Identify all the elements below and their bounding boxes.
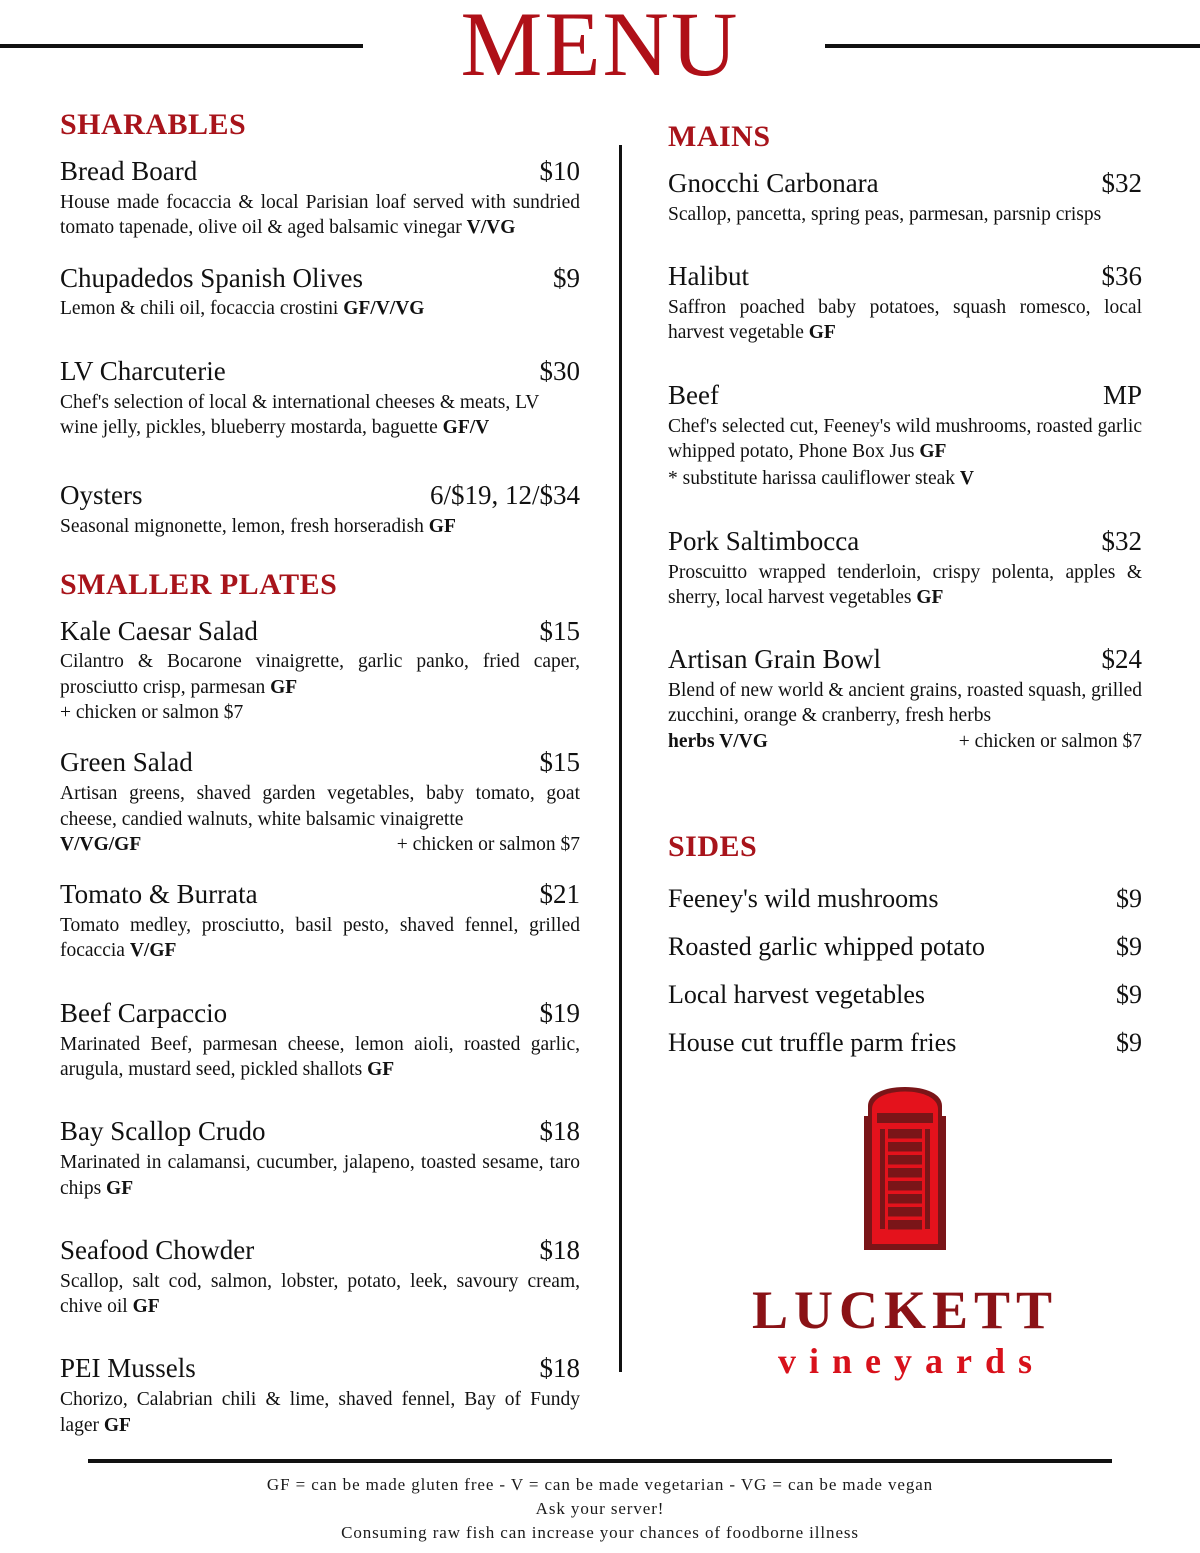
- side-item-price: $9: [1116, 979, 1142, 1009]
- menu-item-price: 6/$19, 12/$34: [429, 480, 580, 511]
- menu-item-price: $30: [539, 355, 580, 386]
- menu-item[interactable]: [60, 156, 580, 241]
- description-text: Seasonal mignonette, lemon, fresh horseradish: [60, 516, 429, 538]
- description-text: Saffron poached baby potatoes, squash romesco, local harvest vegetable: [668, 297, 1142, 344]
- side-item-name: Local harvest vegetables: [668, 979, 925, 1009]
- menu-item-description: [668, 202, 1142, 227]
- left-column: [0, 100, 620, 1460]
- menu-item-head: [668, 261, 1142, 293]
- menu-item-price: $19: [539, 997, 580, 1028]
- red-telephone-box-icon: [858, 1084, 952, 1261]
- note-dietary-tags: V: [959, 468, 974, 490]
- dietary-tags: GF/V/VG: [343, 298, 425, 320]
- dietary-tags: GF: [132, 1296, 160, 1318]
- menu-item-price: $10: [539, 156, 580, 186]
- menu-item-description: [60, 1150, 580, 1201]
- description-text: Chef's selected cut, Feeney's wild mushrooms, roasted garlic whipped potato, Phone Box Jus: [668, 415, 1142, 462]
- menu-item-price: $18: [539, 1353, 580, 1384]
- menu-item-name: Bay Scallop Crudo: [60, 1116, 266, 1147]
- menu-item-price: $24: [1101, 644, 1142, 675]
- menu-item-head: [668, 644, 1142, 676]
- menu-header: [0, 0, 1200, 100]
- menu-item-addon: + chicken or salmon $7: [396, 833, 580, 855]
- description-text: Cilantro & Bocarone vinaigrette, garlic panko, fried caper, prosciutto crisp, parmesan: [60, 651, 580, 698]
- description-text: Proscuitto wrapped tenderloin, crispy polenta, apples & sherry, local harvest vegetables: [668, 561, 1142, 608]
- menu-item-description: [60, 1269, 580, 1320]
- menu-item[interactable]: [60, 263, 580, 322]
- logo-wordmark: LUCKETT: [751, 1279, 1059, 1340]
- side-item-name: House cut truffle parm fries: [668, 1027, 957, 1057]
- menu-item-price: $9: [553, 262, 580, 293]
- menu-item-note: [668, 466, 1142, 491]
- menu-item-name: Beef Carpaccio: [60, 997, 228, 1028]
- description-text: Chorizo, Calabrian chili & lime, shaved fennel, Bay of Fundy lager: [60, 1389, 580, 1436]
- menu-item-description: [668, 560, 1142, 611]
- menu-item[interactable]: [60, 1353, 580, 1438]
- logo-subtitle: vineyards: [777, 1340, 1045, 1381]
- page-title: MENU: [460, 0, 740, 95]
- menu-item-head: [668, 380, 1142, 412]
- menu-item-description: [60, 649, 580, 700]
- dietary-tags: GF/V: [442, 416, 490, 438]
- menu-item-price: MP: [1102, 379, 1142, 410]
- menu-item-head: [60, 156, 580, 188]
- dietary-tags: GF: [808, 322, 836, 344]
- menu-item-head: [668, 526, 1142, 558]
- menu-item[interactable]: [60, 998, 580, 1083]
- menu-item-name: Pork Saltimbocca: [668, 525, 860, 556]
- description-text: Tomato medley, prosciutto, basil pesto, shaved fennel, grilled focaccia: [60, 915, 580, 962]
- footer-ask-server: Ask your server!: [535, 1498, 665, 1518]
- menu-item[interactable]: [60, 747, 580, 857]
- menu-item-head: [60, 616, 580, 648]
- description-text: House made focaccia & local Parisian loaf served with sundried tomato tapenade, olive oil & aged balsamic vinegar: [60, 191, 580, 239]
- menu-item-name: Gnocchi Carbonara: [668, 168, 879, 198]
- menu-item-head: [60, 356, 580, 388]
- menu-item-price: $36: [1101, 261, 1142, 292]
- dietary-tags: GF: [106, 1177, 134, 1199]
- description-text: Scallop, salt cod, salmon, lobster, potato, leek, savoury cream, chive oil: [60, 1270, 580, 1318]
- menu-item-description: [668, 414, 1142, 465]
- menu-item-description: [60, 190, 580, 241]
- menu-item-description: [60, 913, 580, 964]
- menu-item[interactable]: [60, 356, 580, 441]
- menu-item[interactable]: [60, 879, 580, 964]
- menu-item-description: [668, 295, 1142, 346]
- menu-item-head: [60, 1235, 580, 1267]
- note-text: * substitute harissa cauliflower steak: [668, 468, 960, 490]
- menu-item-head: [60, 1353, 580, 1385]
- dietary-tags: GF: [270, 676, 298, 698]
- side-item-name: Roasted garlic whipped potato: [668, 931, 985, 961]
- menu-item[interactable]: [60, 1235, 580, 1320]
- menu-item-name: LV Charcuterie: [60, 355, 226, 386]
- menu-item-name: Bread Board: [60, 156, 198, 186]
- side-item-name: Feeney's wild mushrooms: [668, 884, 939, 914]
- menu-item-description: [668, 678, 1142, 729]
- dietary-tags: GF: [103, 1414, 131, 1436]
- brand-logo: [668, 1084, 1142, 1379]
- menu-item-description: [60, 514, 580, 539]
- menu-item-price: $18: [539, 1234, 580, 1265]
- menu-item-name: Artisan Grain Bowl: [668, 644, 881, 675]
- menu-item[interactable]: [668, 380, 1142, 492]
- side-item[interactable]: [668, 932, 1142, 962]
- description-text: Artisan greens, shaved garden vegetables, baby tomato, goat cheese, candied walnuts, white balsamic vinaigrette: [60, 783, 580, 830]
- description-text: Chef's selection of local & international cheeses & meats, LV wine jelly, pickles, blueberry mostarda, baguette: [60, 391, 539, 438]
- menu-item-head: [60, 263, 580, 295]
- menu-item-head: [60, 879, 580, 911]
- menu-item-name: Seafood Chowder: [60, 1234, 255, 1265]
- menu-item-price: $32: [1101, 168, 1142, 198]
- description-text: Scallop, pancetta, spring peas, parmesan, parsnip crisps: [668, 203, 1102, 225]
- menu-item-description: [60, 1032, 580, 1083]
- menu-item-head: [60, 747, 580, 779]
- menu-item[interactable]: [668, 168, 1142, 227]
- menu-item-description: [60, 1387, 580, 1438]
- side-item-price: $9: [1116, 931, 1142, 961]
- menu-item-price: $32: [1101, 525, 1142, 556]
- side-item-price: $9: [1116, 884, 1142, 914]
- dietary-tags: GF: [916, 586, 944, 608]
- section-heading-smaller-plates: SMALLER PLATES: [60, 567, 338, 601]
- dietary-tags: V/VG: [466, 217, 516, 239]
- menu-item-description: [60, 296, 580, 321]
- menu-item-addon-row: [60, 832, 580, 857]
- dietary-tags: V/VG/GF: [60, 833, 142, 855]
- menu-item-name: Kale Caesar Salad: [60, 615, 258, 646]
- menu-item-addon: + chicken or salmon $7: [958, 730, 1142, 752]
- menu-columns: [0, 100, 1200, 1460]
- dietary-tags: GF: [919, 440, 947, 462]
- menu-item-name: PEI Mussels: [60, 1353, 196, 1384]
- dietary-tags: GF: [428, 516, 456, 538]
- description-text: Marinated in calamansi, cucumber, jalapeno, toasted sesame, taro chips: [60, 1152, 580, 1199]
- side-item[interactable]: [668, 980, 1142, 1010]
- menu-item-description: [60, 781, 580, 832]
- menu-item-price: $21: [539, 879, 580, 910]
- description-text: Marinated Beef, parmesan cheese, lemon aioli, roasted garlic, arugula, mustard seed, pickled shallots: [60, 1033, 580, 1081]
- menu-item-head: [668, 168, 1142, 200]
- column-divider: [619, 145, 622, 1372]
- menu-item-addon: + chicken or salmon $7: [60, 702, 244, 724]
- right-column: [620, 100, 1200, 1460]
- menu-item[interactable]: [668, 261, 1142, 346]
- section-heading-sides: SIDES: [668, 830, 758, 864]
- description-text: Blend of new world & ancient grains, roasted squash, grilled zucchini, orange & cranberry, fresh herbs: [668, 680, 1142, 727]
- dietary-tags: GF: [367, 1059, 395, 1081]
- footer-raw-fish-warning: Consuming raw fish can increase your chances of foodborne illness: [341, 1522, 859, 1542]
- menu-item-head: [60, 1116, 580, 1148]
- section-heading-mains: MAINS: [668, 120, 771, 153]
- menu-item-name: Halibut: [668, 261, 749, 292]
- side-item[interactable]: [668, 884, 1142, 914]
- menu-item-description: [60, 390, 580, 441]
- menu-item-head: [60, 998, 580, 1030]
- menu-item[interactable]: [60, 480, 580, 539]
- footer-dietary-legend: GF = can be made gluten free - V = can be made vegetarian - VG = can be made vegan: [266, 1474, 934, 1494]
- menu-footer: [88, 1459, 1112, 1545]
- menu-item-name: Tomato & Burrata: [60, 879, 258, 910]
- dietary-tags: V/GF: [129, 940, 177, 962]
- menu-item[interactable]: [60, 1116, 580, 1201]
- menu-item[interactable]: [668, 644, 1142, 754]
- description-text: Lemon & chili oil, focaccia crostini: [60, 298, 344, 320]
- menu-item[interactable]: [668, 526, 1142, 611]
- menu-item[interactable]: [60, 616, 580, 726]
- menu-item-name: Green Salad: [60, 747, 193, 778]
- menu-item-addon-row: [668, 729, 1142, 754]
- menu-item-name: Oysters: [60, 480, 143, 511]
- side-item-price: $9: [1116, 1027, 1142, 1057]
- dietary-tags: herbs V/VG: [668, 730, 768, 752]
- menu-item-price: $18: [539, 1116, 580, 1147]
- menu-item-name: Chupadedos Spanish Olives: [60, 262, 363, 293]
- menu-item-price: $15: [539, 615, 580, 646]
- menu-item-price: $15: [539, 747, 580, 778]
- menu-item-name: Beef: [668, 379, 719, 410]
- footer-rule: [88, 1459, 1112, 1463]
- side-item[interactable]: [668, 1028, 1142, 1058]
- section-heading-sharables: SHARABLES: [60, 108, 247, 141]
- menu-item-head: [60, 480, 580, 512]
